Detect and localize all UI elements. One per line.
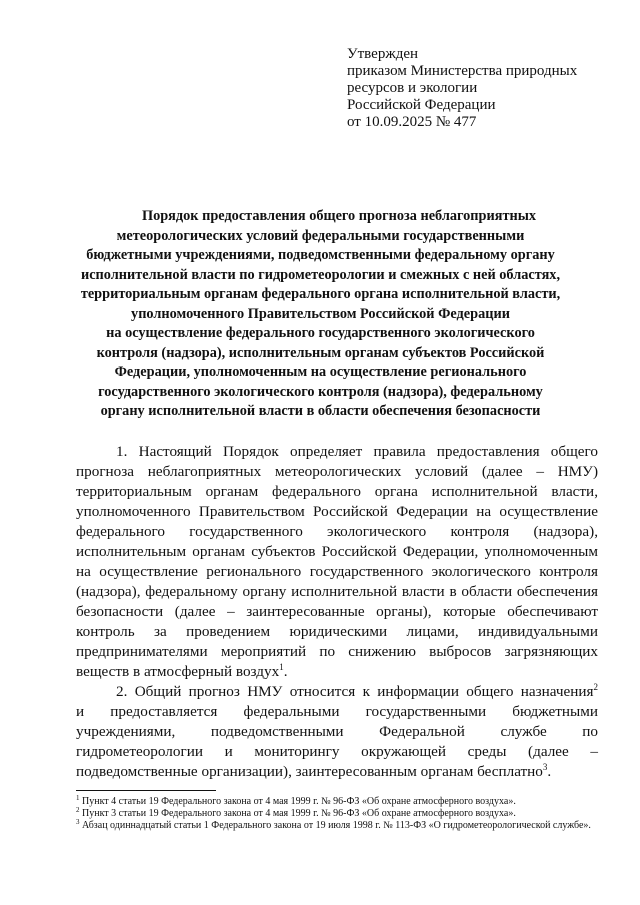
footnote bbox=[76, 796, 598, 808]
footnote bbox=[76, 820, 598, 832]
footnote-mark: 1 bbox=[76, 794, 80, 802]
footnote-text: Абзац одиннадцатый статьи 1 Федерального закона от 19 июля 1998 г. № 113-ФЗ «О гидрометеорологической службе». bbox=[82, 820, 591, 831]
line-text: 1. Настоящий Порядок определяет правила предоставления общего bbox=[116, 443, 598, 460]
approval-line: ресурсов и экологии bbox=[347, 80, 478, 96]
line-tail: . bbox=[283, 663, 288, 680]
paragraph-line bbox=[76, 722, 598, 742]
line-text: веществ в атмосферный воздух bbox=[76, 663, 280, 680]
paragraph-line bbox=[76, 462, 598, 482]
title-line: Федерации, уполномоченным на осуществление регионального bbox=[114, 364, 527, 380]
paragraph-line bbox=[76, 542, 598, 562]
title-line: органу исполнительной власти в области обеспечения безопасности bbox=[100, 403, 541, 419]
line-text: контроль за проведением юридическими лицами, индивидуальными bbox=[76, 623, 598, 640]
title-line: метеорологических условий федеральными государственными bbox=[116, 227, 525, 244]
line-text: учреждениями, подведомственными Федеральной службе по bbox=[76, 723, 598, 740]
paragraph-line bbox=[76, 442, 598, 462]
paragraph-line bbox=[76, 562, 598, 582]
document-body bbox=[76, 442, 598, 782]
approval-stamp bbox=[347, 46, 577, 131]
paragraph-line bbox=[76, 762, 598, 782]
title-line: контроля (надзора), исполнительным органам субъектов Российской bbox=[96, 344, 545, 361]
footnote-text: Пункт 3 статьи 19 Федерального закона от 4 мая 1999 г. № 96-ФЗ «Об охране атмосферного воздуха». bbox=[82, 808, 516, 819]
line-text: 2. Общий прогноз НМУ относится к информации общего назначения bbox=[116, 683, 594, 700]
approval-line: Утвержден bbox=[347, 46, 419, 62]
title-line: исполнительной власти по гидрометеорологии и смежных с ней областях, bbox=[80, 266, 561, 283]
title-line: Порядок предоставления общего прогноза неблагоприятных bbox=[141, 208, 537, 224]
footnote-ref: 2 bbox=[593, 682, 598, 692]
paragraph-line bbox=[76, 622, 598, 642]
line-text: (надзора), федеральному органу исполнительной власти в области обеспечения bbox=[76, 583, 598, 600]
footnote-divider bbox=[76, 790, 216, 791]
paragraph-line bbox=[76, 742, 598, 762]
paragraph-line bbox=[76, 482, 598, 502]
document-title bbox=[76, 207, 565, 422]
approval-line: от 10.09.2025 № 477 bbox=[347, 114, 477, 130]
line-text: предпринимателями мероприятий по снижению выбросов загрязняющих bbox=[76, 643, 598, 660]
approval-line: приказом Министерства природных bbox=[347, 63, 578, 79]
approval-line: Российской Федерации bbox=[347, 97, 496, 113]
paragraph-1 bbox=[76, 442, 598, 682]
footnote-ref: 1 bbox=[279, 662, 284, 672]
paragraph-line bbox=[76, 602, 598, 622]
footnote-mark: 3 bbox=[76, 818, 80, 826]
footnote-mark: 2 bbox=[76, 806, 80, 814]
title-line: бюджетными учреждениями, подведомственными федеральному органу bbox=[86, 247, 555, 263]
line-text: федерального государственного экологического контроля (надзора), bbox=[76, 523, 598, 540]
line-text: прогноза неблагоприятных метеорологических условий (далее – НМУ) bbox=[76, 463, 598, 480]
paragraph-line bbox=[76, 682, 598, 702]
paragraph-2 bbox=[76, 682, 598, 782]
line-text: безопасности (далее – заинтересованные органы), которые обеспечивают bbox=[76, 603, 598, 620]
footnotes bbox=[76, 796, 598, 832]
title-line: государственного экологического контроля (надзора), федеральному bbox=[98, 383, 543, 400]
paragraph-line bbox=[76, 702, 598, 722]
paragraph-line bbox=[76, 502, 598, 522]
footnote bbox=[76, 808, 598, 820]
line-tail: . bbox=[547, 763, 552, 780]
line-text: исполнительным органам субъектов Российской Федерации, уполномоченным bbox=[76, 543, 598, 560]
line-text: на осуществление регионального государственного экологического контроля bbox=[76, 563, 598, 580]
paragraph-line bbox=[76, 582, 598, 602]
paragraph-line bbox=[76, 662, 598, 682]
line-text: уполномоченного Правительством Российской Федерации на осуществление bbox=[76, 503, 598, 520]
line-text: подведомственные организации), заинтересованным органам бесплатно bbox=[76, 763, 543, 780]
line-text: гидрометеорологии и мониторингу окружающей среды (далее – bbox=[76, 743, 598, 760]
footnote-text: Пункт 4 статьи 19 Федерального закона от 4 мая 1999 г. № 96-ФЗ «Об охране атмосферного воздуха». bbox=[82, 796, 516, 807]
title-line: на осуществление федерального государственного экологического bbox=[106, 325, 535, 341]
paragraph-line bbox=[76, 642, 598, 662]
line-text: и предоставляется федеральными государственными бюджетными bbox=[76, 703, 598, 720]
paragraph-line bbox=[76, 522, 598, 542]
title-line: уполномоченного Правительством Российской Федерации bbox=[131, 305, 510, 322]
line-text: территориальным органам федерального органа исполнительной власти, bbox=[76, 483, 598, 500]
footnote-ref: 3 bbox=[542, 762, 548, 772]
title-line: территориальным органам федерального органа исполнительной власти, bbox=[80, 286, 561, 302]
